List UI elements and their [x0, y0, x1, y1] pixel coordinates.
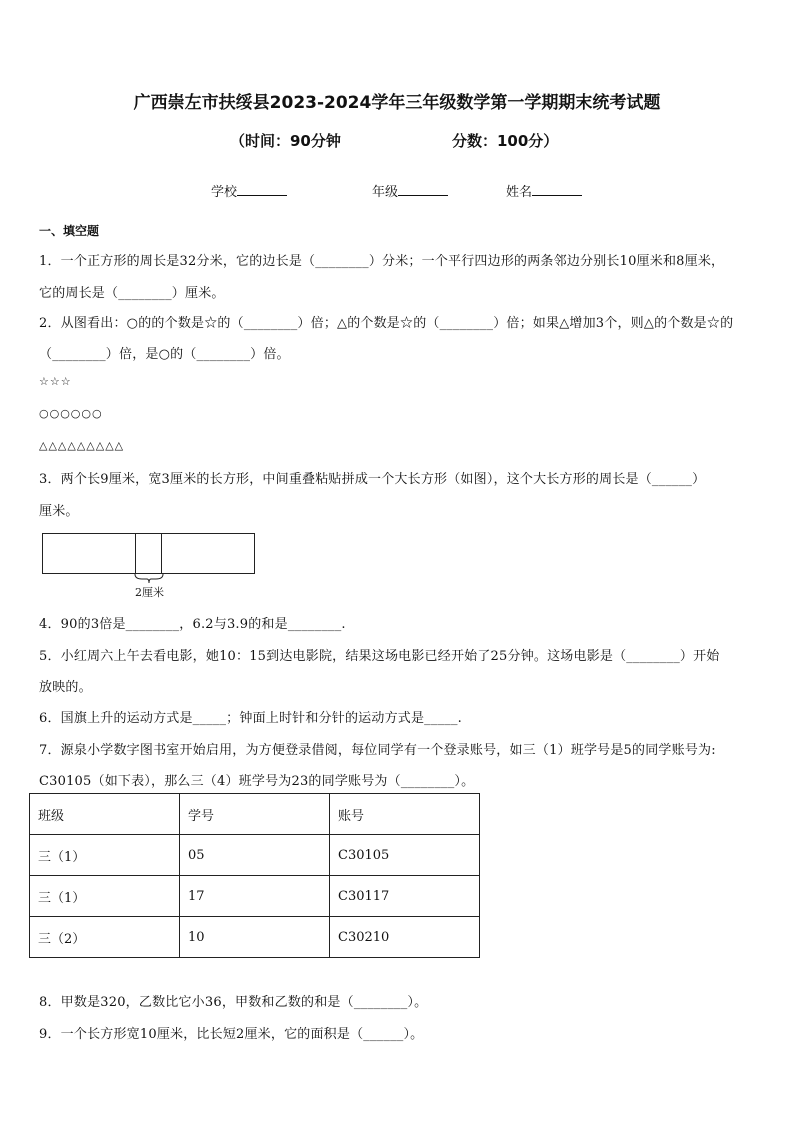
- name-blank[interactable]: [532, 183, 582, 196]
- table-row: [30, 835, 480, 876]
- school-label: 学校: [211, 185, 238, 200]
- question-1-line-2: 它的周长是（________）厘米。: [39, 286, 225, 301]
- question-3-line-1: 3．两个长9厘米，宽3厘米的长方形，中间重叠粘贴拼成一个大长方形（如图），这个大长方形的周长是（______）: [39, 472, 706, 487]
- name-label: 姓名: [506, 185, 533, 200]
- account-table: [29, 793, 480, 958]
- question-1-line-1: 1．一个正方形的周长是32分米，它的边长是（________）分米；一个平行四边形的两条邻边分别长10厘米和8厘米，: [39, 254, 725, 269]
- question-7-line-2: C30105（如下表），那么三（4）班学号为23的同学账号为（________）。: [39, 774, 475, 789]
- question-6: 6．国旗上升的运动方式是_____；钟面上时针和分针的运动方式是_____.: [39, 711, 463, 726]
- exam-score: 分数：100分）: [452, 132, 559, 150]
- table-cell: C30210: [330, 917, 480, 958]
- table-header-row: [30, 794, 480, 835]
- question-2-line-1: 2．从图看出：○的的个数是☆的（________）倍；△的个数是☆的（________）倍；如果△增加3个，则△的个数是☆的: [39, 316, 734, 331]
- table-header-cell: 学号: [180, 794, 330, 835]
- figure-label: 2厘米: [135, 586, 164, 599]
- table-header-cell: 账号: [330, 794, 480, 835]
- grade-blank[interactable]: [398, 183, 448, 196]
- question-4: 4．90的3倍是________，6.2与3.9的和是________.: [39, 617, 346, 632]
- grade-field[interactable]: [372, 181, 448, 200]
- question-9: 9．一个长方形宽10厘米，比长短2厘米，它的面积是（______）。: [39, 1027, 424, 1042]
- table-row: [30, 917, 480, 958]
- question-2-line-2: （________）倍，是○的（________）倍。: [39, 347, 290, 362]
- question-7-line-1: 7．源泉小学数字图书室开始启用，为方便登录借阅，每位同学有一个登录账号，如三（1）班学号是5的同学账号为:: [39, 743, 716, 758]
- section-title: 一、填空题: [39, 224, 100, 238]
- grade-label: 年级: [372, 185, 399, 200]
- table-cell: 10: [180, 917, 330, 958]
- question-3-line-2: 厘米。: [39, 504, 79, 519]
- question-5-line-2: 放映的。: [39, 680, 92, 695]
- question-8: 8．甲数是320，乙数比它小36，甲数和乙数的和是（________）。: [39, 995, 428, 1010]
- table-cell: 三（1）: [30, 876, 180, 917]
- school-field[interactable]: [211, 181, 287, 200]
- overlap-region: [135, 533, 162, 574]
- page-title: 广西崇左市扶绥县2023-2024学年三年级数学第一学期期末统考试题: [133, 93, 661, 113]
- triangle-symbols: △△△△△△△△△: [39, 439, 125, 452]
- table-header-cell: 班级: [30, 794, 180, 835]
- table-row: [30, 876, 480, 917]
- table-cell: 05: [180, 835, 330, 876]
- table-cell: 17: [180, 876, 330, 917]
- question-5-line-1: 5．小红周六上午去看电影，她10：15到达电影院，结果这场电影已经开始了25分钟。这场电影是（________）开始: [39, 649, 720, 664]
- circle-symbols: ○○○○○○: [39, 407, 103, 420]
- table-cell: 三（1）: [30, 835, 180, 876]
- star-symbols: ☆☆☆: [39, 375, 72, 388]
- table-cell: 三（2）: [30, 917, 180, 958]
- table-cell: C30105: [330, 835, 480, 876]
- name-field[interactable]: [506, 181, 582, 200]
- table-cell: C30117: [330, 876, 480, 917]
- exam-time: （时间：90分钟: [230, 132, 341, 150]
- school-blank[interactable]: [237, 183, 287, 196]
